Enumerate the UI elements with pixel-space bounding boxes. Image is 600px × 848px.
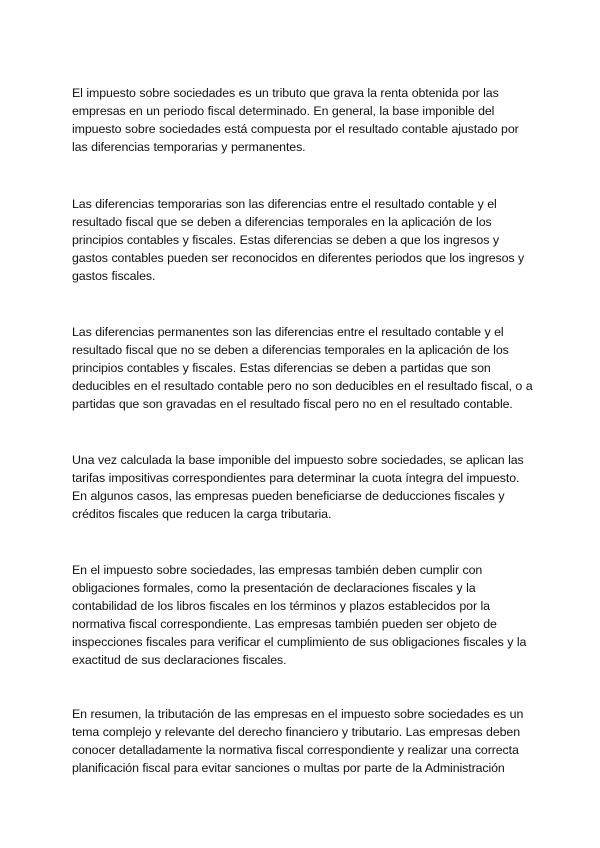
paragraph-permanent-differences: Las diferencias permanentes son las diferencias entre el resultado contable y el resultado fiscal que no se deben a diferencias temporales en la aplicación de los principios contables y fiscales. Estas diferencias se deben a partidas que son deducibles en el resultado contable pero no son deducibles en el resultado fiscal, o a partidas que son gravadas en el resultado fiscal pero no en el resultado contable. bbox=[72, 325, 533, 411]
paragraph-formal-obligations: En el impuesto sobre sociedades, las empresas también deben cumplir con obligaciones formales, como la presentación de declaraciones fiscales y la contabilidad de los libros fiscales en los términos y plazos establecidos por la normativa fiscal correspondiente. Las empresas también pueden ser objeto de inspecciones fiscales para verificar el cumplimiento de sus obligaciones fiscales y la exactitud de sus declaraciones fiscales. bbox=[72, 563, 527, 667]
paragraph-intro: El impuesto sobre sociedades es un tributo que grava la renta obtenida por las empresas en un periodo fiscal determinado. En general, la base imponible del impuesto sobre sociedades está compuesta por el resultado contable ajustado por las diferencias temporarias y permanentes. bbox=[72, 86, 519, 154]
paragraph-temporary-differences: Las diferencias temporarias son las diferencias entre el resultado contable y el resultado fiscal que se deben a diferencias temporales en la aplicación de los principios contables y fiscales. Estas diferencias se deben a que los ingresos y gastos contables pueden ser reconocidos en diferentes periodos que los ingresos y gastos fiscales. bbox=[72, 197, 525, 283]
paragraph-tax-rates: Una vez calculada la base imponible del impuesto sobre sociedades, se aplican las tarifas impositivas correspondientes para determinar la cuota íntegra del impuesto. En algunos casos, las empresas pueden beneficiarse de deducciones fiscales y créditos fiscales que reducen la carga tributaria. bbox=[72, 453, 524, 521]
paragraph-summary: En resumen, la tributación de las empresas en el impuesto sobre sociedades es un tema complejo y relevante del derecho financiero y tributario. Las empresas deben conocer detalladamente la normativa fiscal correspondiente y realizar una correcta planificación fiscal para evitar sanciones o multas por parte de la Administración bbox=[72, 707, 524, 775]
